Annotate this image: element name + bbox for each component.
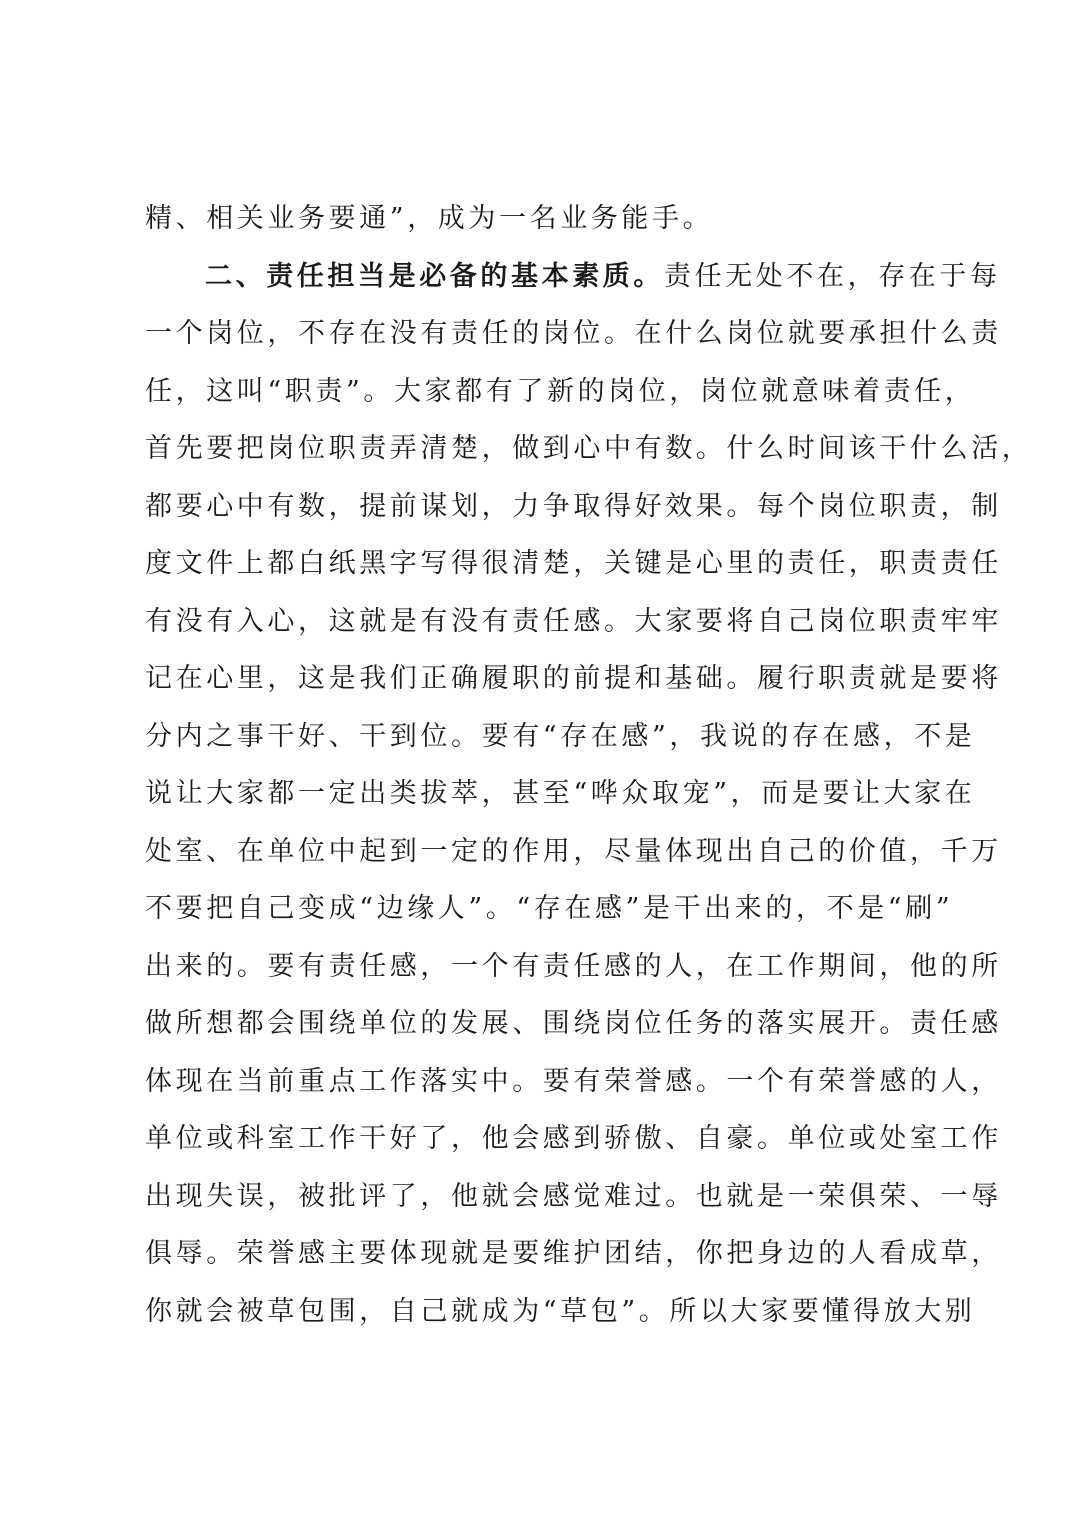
section-first-line bbox=[145, 248, 1001, 306]
text-line: 首先要把岗位职责弄清楚，做到心中有数。什么时间该干什么活， bbox=[145, 433, 1033, 464]
text-line: 处室、在单位中起到一定的作用，尽量体现出自己的价值，千万 bbox=[145, 835, 1002, 867]
text-line: 不要把自己变成“边缘人”。“存在感”是干出来的，不是“刷” bbox=[145, 893, 954, 924]
text-line: 一个岗位，不存在没有责任的岗位。在什么岗位就要承担什么责 bbox=[145, 318, 1002, 349]
text-line: 体现在当前重点工作落实中。要有荣誉感。一个有荣誉感的人， bbox=[145, 1065, 1002, 1097]
text-line: 都要心中有数，提前谋划，力争取得好效果。每个岗位职责，制 bbox=[145, 490, 1002, 522]
text-line: 分内之事干好、干到位。要有“存在感”，我说的存在感，不是 bbox=[145, 720, 976, 752]
text-line: 任，这叫“职责”。大家都有了新的岗位，岗位就意味着责任， bbox=[145, 375, 976, 407]
body-text bbox=[145, 190, 1033, 1340]
text-line: 出来的。要有责任感，一个有责任感的人，在工作期间，他的所 bbox=[145, 950, 1002, 982]
text-line: 你就会被草包围，自己就成为“草包”。所以大家要懂得放大别 bbox=[145, 1295, 976, 1327]
text-line: 精、相关业务要通”，成为一名业务能手。 bbox=[145, 203, 714, 234]
text-line: 出现失误，被批评了，他就会感觉难过。也就是一荣俱荣、一辱 bbox=[145, 1180, 1002, 1212]
text-line: 单位或科室工作干好了，他会感到骄傲、自豪。单位或处室工作 bbox=[145, 1123, 1002, 1154]
section-heading: 二、责任担当是必备的基本素质。 bbox=[205, 260, 664, 292]
section-first-line-text: 责任无处不在，存在于每 bbox=[664, 260, 1001, 292]
text-line: 俱辱。荣誉感主要体现就是要维护团结，你把身边的人看成草， bbox=[145, 1238, 1002, 1269]
text-line: 记在心里，这是我们正确履职的前提和基础。履行职责就是要将 bbox=[145, 663, 1002, 694]
text-line: 度文件上都白纸黑字写得很清楚，关键是心里的责任，职责责任 bbox=[145, 548, 1002, 579]
text-line: 做所想都会围绕单位的发展、围绕岗位任务的落实展开。责任感 bbox=[145, 1008, 1002, 1039]
text-line: 有没有入心，这就是有没有责任感。大家要将自己岗位职责牢牢 bbox=[145, 605, 1002, 637]
text-line: 说让大家都一定出类拔萃，甚至“哗众取宠”，而是要让大家在 bbox=[145, 778, 976, 809]
